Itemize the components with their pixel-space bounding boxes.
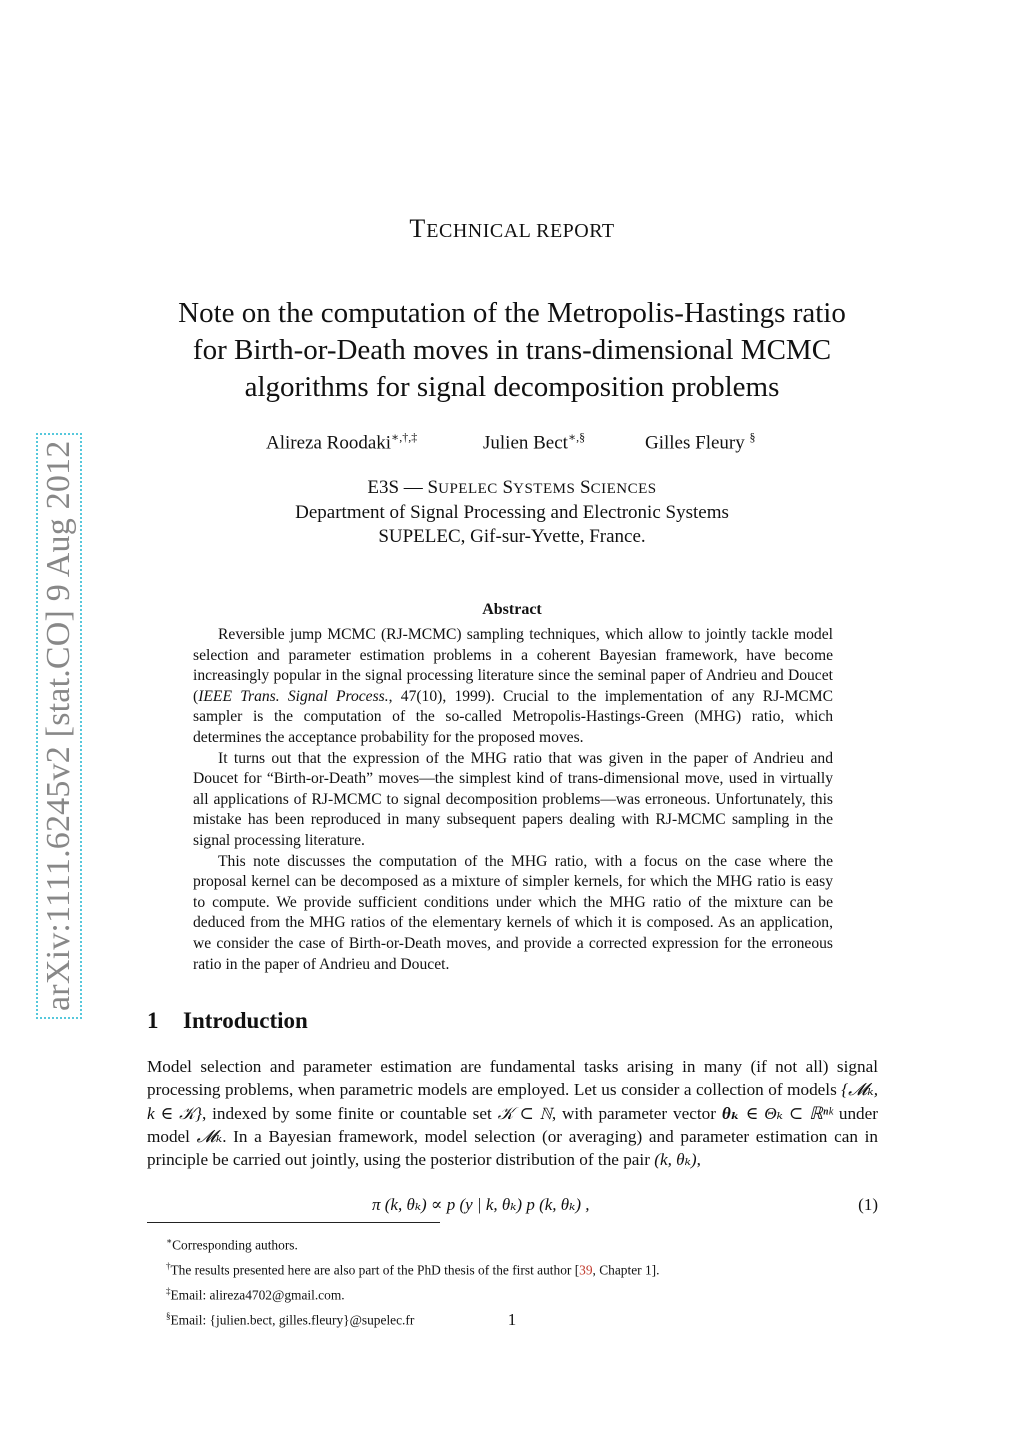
abstract-text: Reversible jump MCMC (RJ-MCMC) sampling techniques, which allow to jointly tackle model selection and parameter estimation problems in a coherent Bayesian framework, have become increasingly popular in the signal processing literature since the seminal paper of Andrieu and Doucet ( [193, 626, 833, 705]
author-fleury [645, 430, 756, 454]
lab-word: CIENCES [590, 481, 657, 497]
lab-word: S [580, 477, 591, 498]
abstract-paragraph-2: It turns out that the expression of the MHG ratio that was given in the paper of Andrieu and Doucet for “Birth-or-Death” moves—the simplest kind of trans-dimensional move, used in virtually all applications of RJ-MCMC to signal decomposition problems—was erroneous. Unfortunately, this mistake has been reproduced in many subsequent papers dealing with RJ-MCMC sampling in the signal processing literature. [193, 749, 833, 849]
abstract-body [193, 625, 833, 975]
page-number: 1 [507, 1310, 517, 1329]
intro-text: . In a Bayesian framework, model selection (or averaging) and parameter estimation can in principle be carried out jointly, using the posterior distribution of the pair [147, 1126, 878, 1170]
intro-text: , [696, 1150, 701, 1170]
intro-math: 𝓜ₖ [196, 1126, 223, 1146]
title-line-1: Note on the computation of the Metropolis-Hastings ratio [178, 297, 846, 329]
footnote-mark: § [166, 1310, 171, 1321]
report-type [0, 214, 1024, 244]
introduction-body [147, 1055, 878, 1171]
abstract-heading: Abstract [482, 601, 542, 618]
footnote-mark: ‡ [166, 1285, 171, 1296]
report-type-rest: ECHNICAL REPORT [426, 220, 615, 242]
paper-title [0, 295, 1024, 406]
author-marks: § [749, 430, 756, 444]
author-list [0, 430, 1024, 458]
abstract-paragraph-3: This note discusses the computation of the MHG ratio, with a focus on the case where the proposal kernel can be decomposed as a mixture of simpler kernels, for which the MHG ratio is easy to compute. We provide sufficient conditions under which the MHG ratio of the mixture can be deduced from the MHG ratios of the elementary kernels of which it is composed. As an application, we consider the case of Birth-or-Death moves, and provide a corrected expression for the erroneous ratio in the paper of Andrieu and Doucet. [193, 852, 833, 973]
footnote-text: , Chapter 1]. [592, 1262, 660, 1278]
title-line-3: algorithms for signal decomposition problems [244, 371, 780, 403]
footnote-2 [166, 1256, 659, 1281]
intro-math: (k, θₖ) [654, 1150, 697, 1170]
author-name: Julien Bect [483, 432, 568, 454]
report-type-cap: T [409, 214, 427, 243]
lab-word: UPELEC [438, 481, 498, 497]
intro-text: , with parameter vector [551, 1103, 722, 1123]
intro-paragraph [147, 1055, 878, 1171]
affiliation [0, 476, 1024, 549]
lab-word: YSTEMS [513, 481, 576, 497]
affiliation-location: SUPELEC, Gif-sur-Yvette, France. [378, 526, 646, 547]
footnote-mark: ∗ [166, 1236, 173, 1246]
equation-number: (1) [858, 1195, 878, 1214]
section-number: 1 [147, 1008, 159, 1033]
affiliation-lab [0, 476, 1024, 501]
author-name: Gilles Fleury [645, 432, 745, 454]
footnote-text: Email: {julien.bect, gilles.fleury}@supelec.fr [170, 1312, 415, 1328]
footnote-mark: † [166, 1260, 171, 1271]
intro-math: 𝒦 ⊂ ℕ [497, 1103, 552, 1123]
footnote-1 [166, 1231, 659, 1256]
author-roodaki [266, 430, 417, 454]
intro-math: {𝓜ₖ, k ∈ 𝒦} [147, 1080, 878, 1123]
footnote-3 [166, 1281, 659, 1306]
author-bect [483, 430, 585, 454]
lab-word: S [427, 477, 439, 498]
footnote-text: Email: alireza4702@gmail.com. [170, 1287, 345, 1303]
affiliation-department: Department of Signal Processing and Electronic Systems [295, 502, 729, 523]
section-title: Introduction [183, 1008, 308, 1033]
title-line-2: for Birth-or-Death moves in trans-dimensional MCMC [192, 334, 832, 366]
intro-text: Model selection and parameter estimation are fundamental tasks arising in many (if not all) signal processing problems, when parametric models are employed. Let us consider a collection of models [147, 1057, 878, 1100]
footnote-text: The results presented here are also part of the PhD thesis of the first author [ [170, 1262, 580, 1278]
author-name: Alireza Roodaki [266, 432, 392, 454]
abstract-paragraph-1 [193, 625, 833, 749]
intro-math: ∈ Θₖ ⊂ ℝⁿᵏ [739, 1103, 833, 1123]
intro-math: θₖ [721, 1103, 740, 1123]
arxiv-identifier: arXiv:1111.6245v2 [stat.CO] 9 Aug 2012 [40, 437, 78, 1015]
citation-link[interactable]: 39 [579, 1262, 593, 1278]
intro-text: , indexed by some finite or countable set [201, 1103, 498, 1123]
lab-word: S [502, 477, 514, 498]
intro-text: under model [147, 1103, 878, 1146]
lab-prefix: E3S — [367, 477, 428, 498]
author-marks: ∗,†,‡ [391, 430, 418, 444]
footnote-rule [147, 1222, 440, 1223]
section-heading [147, 1008, 308, 1034]
abstract-journal: IEEE Trans. Signal Process. [198, 687, 389, 705]
author-marks: ∗,§ [567, 430, 586, 444]
equation-expression: π (k, θₖ) ∝ p (y | k, θₖ) p (k, θₖ) , [372, 1195, 590, 1214]
footnote-text: Corresponding authors. [172, 1237, 298, 1253]
abstract-text: , 47(10), 1999). Crucial to the implementation of any RJ-MCMC sampler is the computation of the so-called Metropolis-Hastings-Green (MHG) ratio, which determines the acceptance probability for the proposed moves. [193, 687, 833, 746]
